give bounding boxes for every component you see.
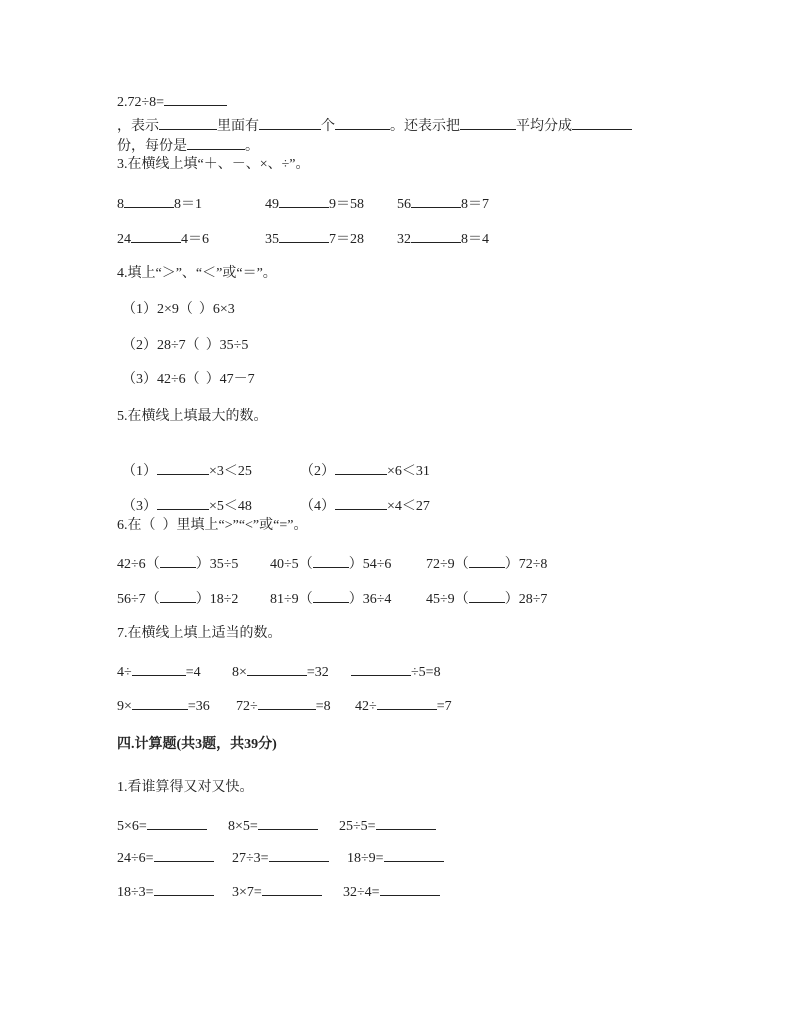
q3-item: 49 9＝58 — [265, 194, 364, 214]
answer-blank[interactable] — [157, 461, 209, 475]
answer-blank[interactable] — [157, 496, 209, 510]
answer-blank[interactable] — [164, 92, 227, 106]
answer-blank[interactable] — [259, 116, 321, 130]
answer-blank[interactable] — [154, 882, 214, 896]
q2-line3 — [117, 136, 259, 156]
q4-item: （2）28÷7（ ）35÷5 — [122, 338, 249, 353]
q6-item: 42÷6（ ）35÷5 — [117, 554, 238, 574]
answer-blank[interactable] — [572, 116, 632, 130]
q6-title: 6.在（ ）里填上“>”“<”或“=”。 — [117, 518, 308, 533]
answer-blank[interactable] — [269, 848, 329, 862]
q3-title: 3.在横线上填“＋、－、×、÷”。 — [117, 157, 310, 172]
answer-blank[interactable] — [262, 882, 322, 896]
q6-item: 81÷9（ ）36÷4 — [270, 589, 391, 609]
calc-item: 5×6= — [117, 816, 207, 836]
calc-item: 3×7= — [232, 882, 322, 902]
q7-item: 42÷ =7 — [355, 696, 452, 716]
answer-blank[interactable] — [247, 662, 307, 676]
answer-blank[interactable] — [160, 589, 196, 603]
answer-blank[interactable] — [469, 589, 505, 603]
section-heading: 四.计算题(共3题，共39分) — [117, 737, 277, 752]
answer-blank[interactable] — [279, 229, 329, 243]
q4-title: 4.填上“＞”、“＜”或“＝”。 — [117, 266, 277, 281]
q5-title: 5.在横线上填最大的数。 — [117, 409, 268, 424]
q2-text: 里面有 — [217, 119, 259, 134]
answer-blank[interactable] — [124, 194, 174, 208]
answer-blank[interactable] — [159, 116, 217, 130]
q6-item: 40÷5（ ）54÷6 — [270, 554, 391, 574]
answer-blank[interactable] — [131, 229, 181, 243]
calc-item: 18÷3= — [117, 882, 214, 902]
q2-text: 平均分成 — [516, 119, 572, 134]
q5-item: （2） ×6＜31 — [300, 461, 430, 481]
s4-q1-title: 1.看谁算得又对又快。 — [117, 780, 254, 795]
q5-item: （1） ×3＜25 — [122, 461, 252, 481]
calc-item: 25÷5= — [339, 816, 436, 836]
q2-text: 。 — [245, 139, 259, 154]
q3-item: 35 7＝28 — [265, 229, 364, 249]
calc-item: 27÷3= — [232, 848, 329, 868]
answer-blank[interactable] — [380, 882, 440, 896]
answer-blank[interactable] — [411, 194, 461, 208]
q2-line2 — [117, 116, 632, 136]
q2-expression: 2.72÷8= — [117, 95, 165, 110]
answer-blank[interactable] — [411, 229, 461, 243]
answer-blank[interactable] — [335, 496, 387, 510]
answer-blank[interactable] — [384, 848, 444, 862]
q7-item: 9× =36 — [117, 696, 210, 716]
calc-item: 24÷6= — [117, 848, 214, 868]
answer-blank[interactable] — [469, 554, 505, 568]
q4-item: （3）42÷6（ ）47－7 — [122, 372, 255, 387]
q2-text: 个 — [321, 119, 335, 134]
answer-blank[interactable] — [132, 662, 186, 676]
q3-item: 32 8＝4 — [397, 229, 489, 249]
calc-item: 32÷4= — [343, 882, 440, 902]
q5-item: （4） ×4＜27 — [300, 496, 430, 516]
q6-item: 56÷7（ ）18÷2 — [117, 589, 238, 609]
q7-item: 4÷ =4 — [117, 662, 201, 682]
answer-blank[interactable] — [460, 116, 516, 130]
q3-item: 24 4＝6 — [117, 229, 209, 249]
answer-blank[interactable] — [335, 116, 390, 130]
calc-item: 18÷9= — [347, 848, 444, 868]
q7-title: 7.在横线上填上适当的数。 — [117, 626, 282, 641]
q3-item: 8 8＝1 — [117, 194, 202, 214]
q3-item: 56 8＝7 — [397, 194, 489, 214]
q7-item: 72÷ =8 — [236, 696, 331, 716]
answer-blank[interactable] — [377, 696, 437, 710]
q4-item: （1）2×9（ ）6×3 — [122, 302, 235, 317]
answer-blank[interactable] — [335, 461, 387, 475]
answer-blank[interactable] — [313, 589, 349, 603]
calc-item: 8×5= — [228, 816, 318, 836]
q2-text: 。还表示把 — [390, 119, 460, 134]
q6-item: 45÷9（ ）28÷7 — [426, 589, 547, 609]
answer-blank[interactable] — [160, 554, 196, 568]
answer-blank[interactable] — [132, 696, 188, 710]
q7-item: 8× =32 — [232, 662, 329, 682]
answer-blank[interactable] — [258, 816, 318, 830]
answer-blank[interactable] — [147, 816, 207, 830]
answer-blank[interactable] — [279, 194, 329, 208]
q2-text: ，表示 — [117, 119, 159, 134]
answer-blank[interactable] — [258, 696, 316, 710]
q7-item: ÷5=8 — [351, 662, 441, 682]
q5-item: （3） ×5＜48 — [122, 496, 252, 516]
answer-blank[interactable] — [351, 662, 411, 676]
answer-blank[interactable] — [376, 816, 436, 830]
q2-line1 — [117, 92, 227, 112]
answer-blank[interactable] — [187, 136, 245, 150]
q6-item: 72÷9（ ）72÷8 — [426, 554, 547, 574]
q2-text: 份，每份是 — [117, 139, 187, 154]
answer-blank[interactable] — [313, 554, 349, 568]
answer-blank[interactable] — [154, 848, 214, 862]
